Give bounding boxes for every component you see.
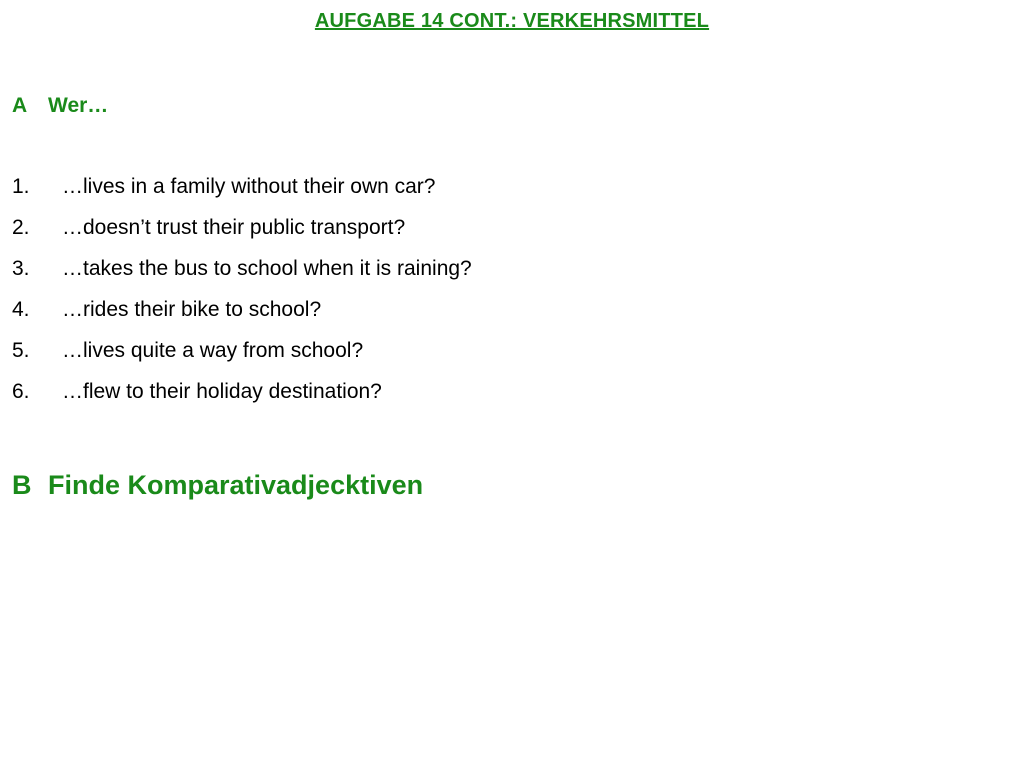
question-number: 1.: [12, 175, 30, 198]
section-a-letter: A: [12, 94, 28, 117]
question-number: 5.: [12, 339, 30, 362]
question-text: …rides their bike to school?: [62, 298, 322, 321]
list-item: [12, 377, 472, 418]
question-number: 3.: [12, 257, 30, 280]
section-b-letter: B: [12, 470, 32, 500]
question-text: …flew to their holiday destination?: [62, 380, 382, 403]
question-text: …takes the bus to school when it is raining?: [62, 257, 472, 280]
question-list: [12, 172, 472, 418]
list-item: [12, 213, 472, 254]
list-item: [12, 254, 472, 295]
question-text: …lives quite a way from school?: [62, 339, 364, 362]
section-a-heading: [12, 94, 108, 118]
question-number: 4.: [12, 298, 30, 321]
list-item: [12, 295, 472, 336]
section-a-title: Wer…: [48, 94, 109, 117]
section-b-heading: [12, 470, 423, 501]
list-item: [12, 336, 472, 377]
question-text: …lives in a family without their own car?: [62, 175, 436, 198]
list-item: [12, 172, 472, 213]
question-text: …doesn’t trust their public transport?: [62, 216, 406, 239]
question-number: 6.: [12, 380, 30, 403]
section-b-title: Finde Komparativadjecktiven: [48, 470, 424, 500]
question-number: 2.: [12, 216, 30, 239]
slide-title: AUFGABE 14 CONT.: VERKEHRSMITTEL: [314, 10, 710, 32]
